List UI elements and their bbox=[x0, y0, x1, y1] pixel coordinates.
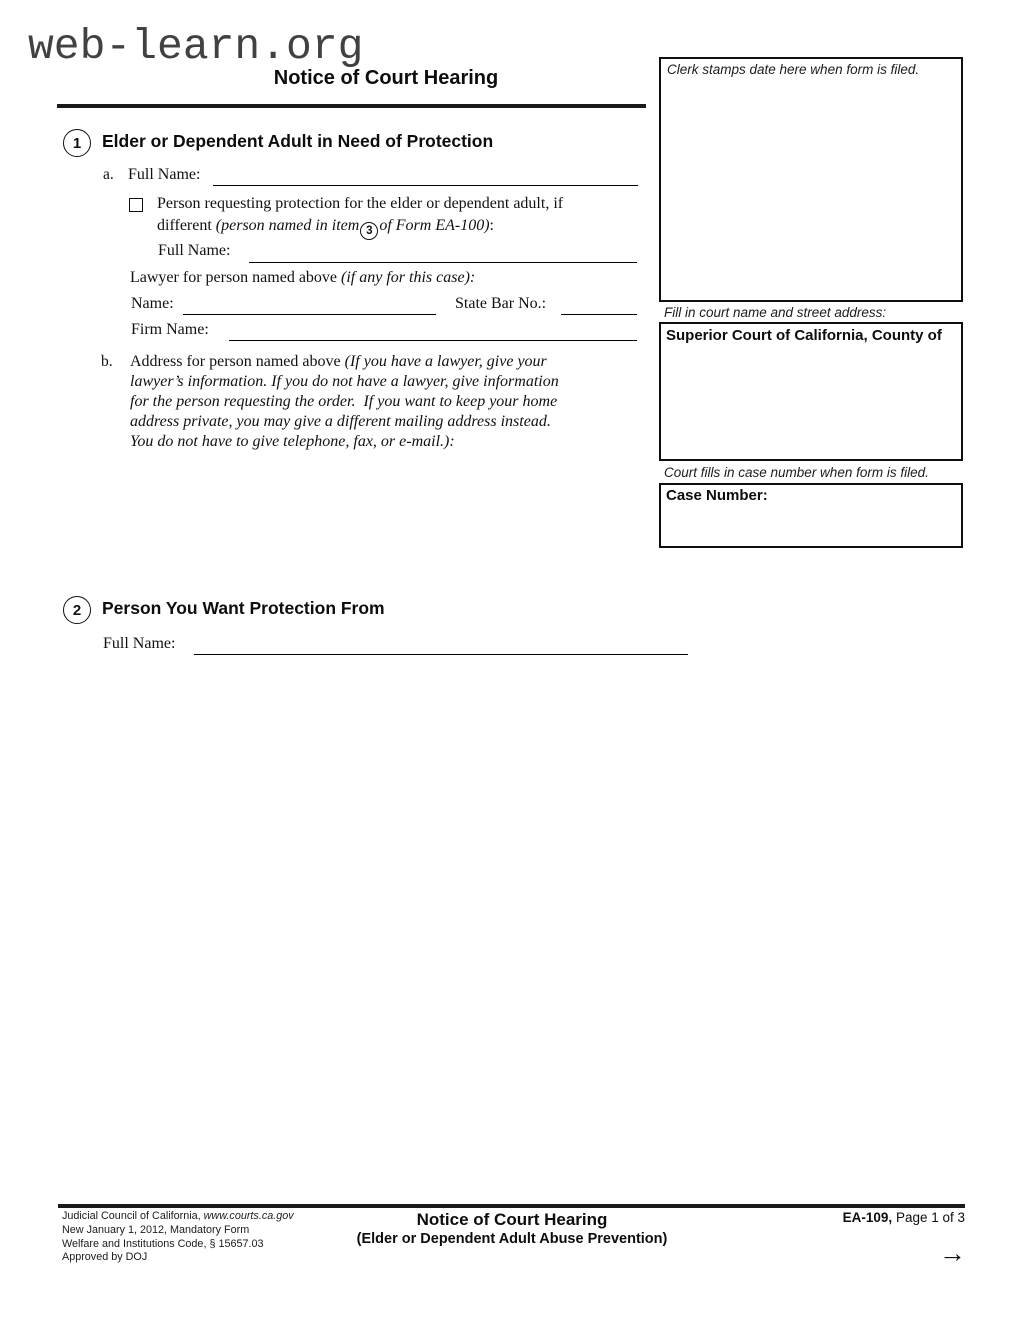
state-bar-label: State Bar No.: bbox=[455, 295, 547, 312]
state-bar-input[interactable] bbox=[561, 298, 637, 315]
footer-left-block bbox=[62, 1210, 294, 1265]
footer-form-subtitle: (Elder or Dependent Adult Abuse Prevention) bbox=[356, 1231, 668, 1247]
checkbox-line2-italic: (person named in item bbox=[215, 216, 360, 234]
section-2-number-badge: 2 bbox=[63, 596, 91, 624]
case-number-box[interactable] bbox=[659, 483, 963, 548]
address-line-3: for the person requesting the order. If you want to keep your home bbox=[130, 393, 558, 410]
footer-left-line-2: New January 1, 2012, Mandatory Form bbox=[62, 1223, 250, 1236]
address-line-1 bbox=[130, 352, 638, 372]
requester-different-text bbox=[157, 193, 649, 240]
checkbox-line-2 bbox=[157, 215, 649, 241]
form-title: Notice of Court Hearing bbox=[273, 67, 499, 89]
site-logo: web-learn.org bbox=[28, 22, 364, 71]
address-line-4: address private, you may give a different mailing address instead. bbox=[130, 413, 551, 430]
full-name-label-2: Full Name: bbox=[103, 635, 176, 652]
court-name-label: Superior Court of California, County of bbox=[666, 327, 942, 344]
full-name-input-1a2[interactable] bbox=[249, 245, 637, 263]
section-1-title: Elder or Dependent Adult in Need of Protection bbox=[102, 131, 494, 151]
address-line-5: You do not have to give telephone, fax, or e-mail.): bbox=[130, 433, 455, 450]
checkbox-line2-colon: : bbox=[489, 216, 494, 234]
checkbox-line2-italic2: of Form EA-100) bbox=[379, 216, 490, 234]
section-2-title: Person You Want Protection From bbox=[102, 598, 385, 618]
footer-rule bbox=[58, 1204, 965, 1208]
footer-left-line-1 bbox=[62, 1210, 294, 1224]
full-name-input-2[interactable] bbox=[194, 638, 688, 655]
case-number-note: Court fills in case number when form is filed. bbox=[664, 465, 929, 480]
address-instructions bbox=[130, 352, 638, 452]
footer-left-line-3: Welfare and Institutions Code, § 15657.03 bbox=[62, 1237, 264, 1250]
footer-center-block bbox=[312, 1210, 712, 1247]
footer-page-info bbox=[765, 1210, 965, 1225]
requester-different-checkbox[interactable] bbox=[129, 198, 143, 212]
clerk-stamp-note: Clerk stamps date here when form is filed. bbox=[667, 62, 920, 77]
address-line-2: lawyer’s information. If you do not have a lawyer, give information bbox=[130, 373, 559, 390]
checkbox-line-1: Person requesting protection for the elder or dependent adult, if bbox=[157, 195, 564, 212]
footer-council-text: Judicial Council of California, bbox=[62, 1210, 204, 1222]
item-a-label: a. bbox=[103, 166, 114, 183]
footer-courts-url: www.courts.ca.gov bbox=[203, 1210, 294, 1222]
footer-form-title: Notice of Court Hearing bbox=[416, 1210, 608, 1229]
full-name-label-1a: Full Name: bbox=[128, 166, 201, 183]
form-code: EA-109, bbox=[842, 1210, 893, 1225]
firm-name-input[interactable] bbox=[229, 324, 637, 341]
clerk-stamp-box[interactable] bbox=[659, 57, 963, 302]
full-name-label-1a2: Full Name: bbox=[158, 242, 231, 259]
item-3-number-badge: 3 bbox=[360, 222, 378, 240]
item-b-label: b. bbox=[101, 353, 113, 370]
firm-name-label: Firm Name: bbox=[131, 321, 209, 338]
lawyer-intro-italic: (if any for this case): bbox=[341, 269, 476, 286]
address-line1-italic: (If you have a lawyer, give your bbox=[344, 353, 547, 370]
court-name-box[interactable] bbox=[659, 322, 963, 461]
address-intro-roman: Address for person named above bbox=[130, 353, 345, 370]
full-name-input-1a[interactable] bbox=[213, 168, 638, 186]
lawyer-name-label: Name: bbox=[131, 295, 174, 312]
footer-left-line-4: Approved by DOJ bbox=[62, 1251, 148, 1264]
checkbox-line2-roman: different bbox=[157, 216, 216, 234]
case-number-label: Case Number: bbox=[666, 487, 768, 504]
court-address-note: Fill in court name and street address: bbox=[664, 305, 887, 320]
lawyer-intro-roman: Lawyer for person named above bbox=[130, 269, 342, 286]
page-number: Page 1 of 3 bbox=[895, 1210, 965, 1225]
section-1-number-badge: 1 bbox=[63, 129, 91, 157]
title-rule bbox=[57, 104, 646, 108]
lawyer-intro-line bbox=[130, 269, 475, 287]
next-page-arrow-icon: → bbox=[939, 1238, 966, 1268]
lawyer-name-input[interactable] bbox=[183, 298, 436, 315]
